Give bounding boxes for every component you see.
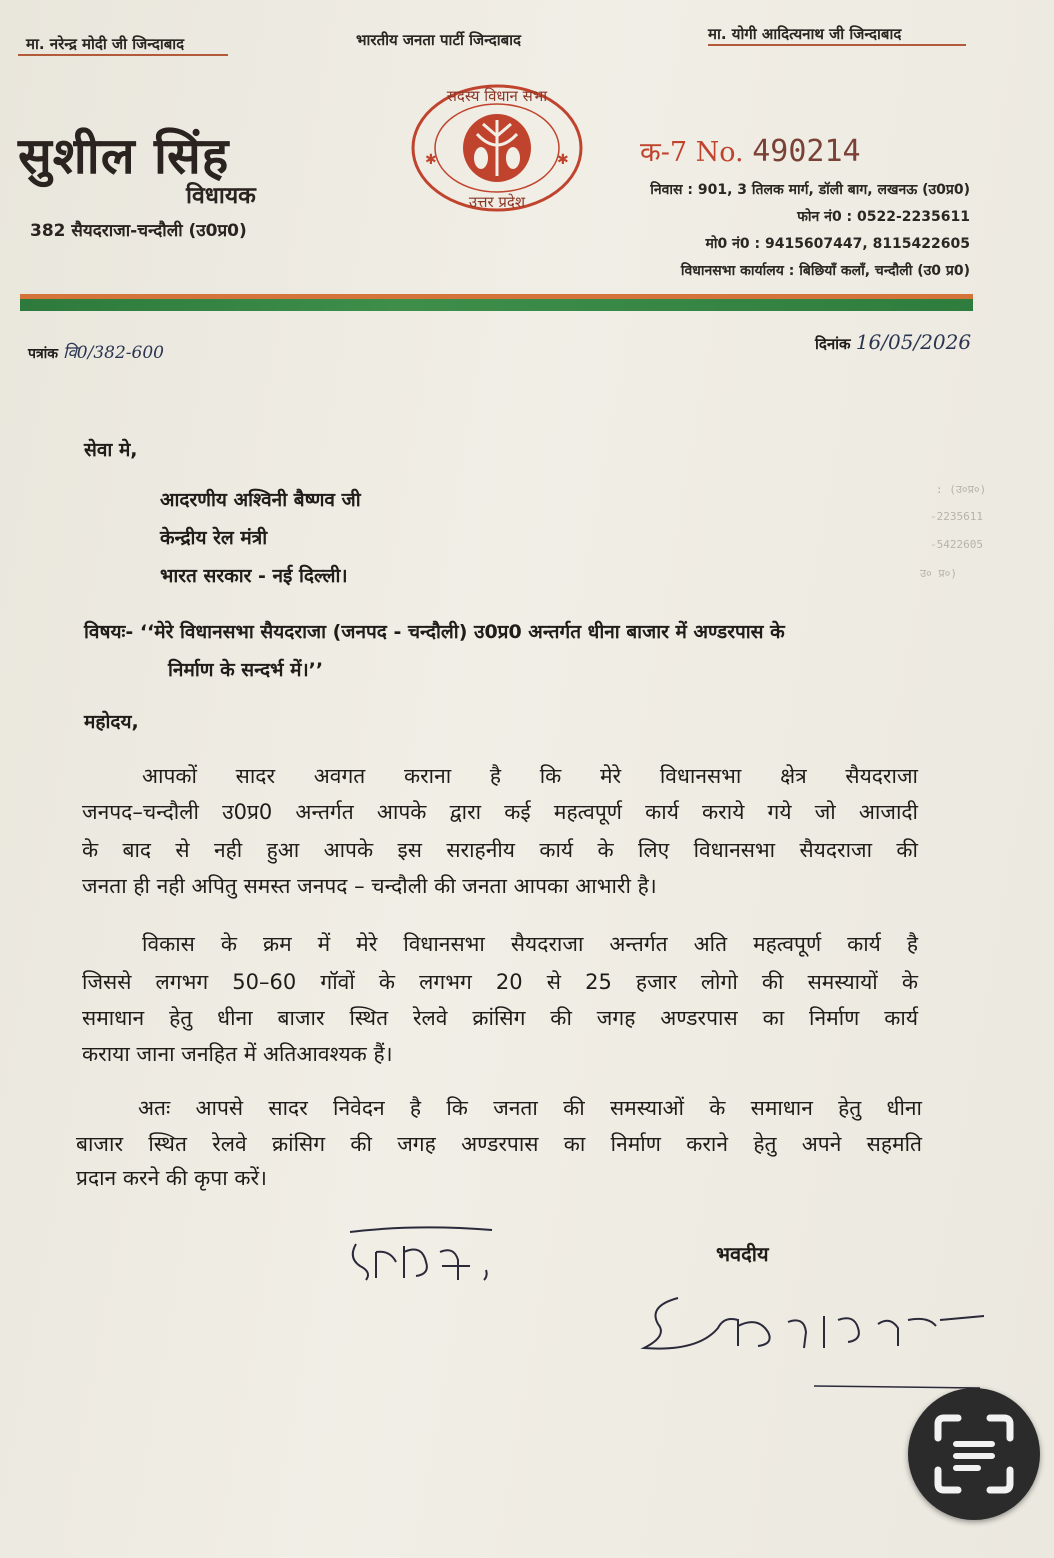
dinank-label: दिनांक xyxy=(815,335,851,353)
subject-line-2: निर्माण के सन्दर्भ में।’’ xyxy=(168,659,324,681)
paragraph-3-line: बाजार स्थित रेलवे क्रांसिग की जगह अण्डरपास का निर्माण कराने हेतु अपने सहमति xyxy=(76,1132,922,1156)
text-scan-icon xyxy=(908,1388,1040,1520)
contact-residence: निवास : 901, 3 तिलक मार्ग, डॉली बाग, लखनऊ (उ0प्र0) xyxy=(650,182,970,198)
paragraph-3-line: प्रदान करने की कृपा करें। xyxy=(76,1166,268,1190)
dinank-value: 16/05/2026 xyxy=(855,330,972,354)
handwritten-sadar-remark xyxy=(346,1222,506,1288)
slogan-left: मा. नरेन्द्र मोदी जी जिन्दाबाद xyxy=(26,35,185,53)
slogan-center: भारतीय जनता पार्टी जिन्दाबाद xyxy=(356,31,522,49)
bleed-through-mark: -5422605 xyxy=(930,538,983,551)
ref-number: 490214 xyxy=(752,134,861,169)
dinank xyxy=(815,330,971,354)
reference-number xyxy=(640,132,861,169)
patrank-value: वि0/382-600 xyxy=(62,343,164,363)
bleed-through-mark: उ० प्र०) xyxy=(920,567,957,580)
paragraph-2-line: विकास के क्रम में मेरे विधानसभा सैयदराजा अन्तर्गत अति महत्वपूर्ण कार्य है xyxy=(142,932,918,956)
mla-constituency: 382 सैयदराजा-चन्दौली (उ0प्र0) xyxy=(30,221,247,241)
paragraph-1-line: जनता ही नही अपितु समस्त जनपद – चन्दौली की जनता आपका आभारी है। xyxy=(82,874,657,898)
svg-text:✱: ✱ xyxy=(425,152,437,168)
paragraph-2-line: जिससे लगभग 50–60 गॉवों के लगभग 20 से 25 हजार लोगो की समस्यायों के xyxy=(82,970,918,994)
patrank xyxy=(28,340,164,363)
slogan-underline xyxy=(708,44,966,46)
signature xyxy=(628,1276,1008,1396)
contact-mobile: मो0 नं0 : 9415607447, 8115422605 xyxy=(705,236,970,252)
paragraph-1-line: आपकों सादर अवगत कराना है कि मेरे विधानसभा क्षेत्र सैयदराजा xyxy=(142,764,918,788)
header-rule-green xyxy=(20,299,973,311)
mla-designation: विधायक xyxy=(186,183,256,209)
paragraph-2-line: कराया जाना जनहित में अतिआवश्यक हैं। xyxy=(82,1042,393,1066)
bleed-through-mark: -2235611 xyxy=(930,510,983,523)
paragraph-2-line: समाधान हेतु धीना बाजार स्थित रेलवे क्रांसिग की जगह अण्डरपास का निर्माण कार्य xyxy=(82,1006,918,1030)
patrank-label: पत्रांक xyxy=(28,346,59,362)
recipient-title: केन्द्रीय रेल मंत्री xyxy=(160,527,268,549)
recipient-office: भारत सरकार - नई दिल्ली। xyxy=(160,565,348,587)
salutation: सेवा मे, xyxy=(84,439,138,461)
seal-bottom-text: उत्तर प्रदेश xyxy=(468,193,526,211)
slogan-right: मा. योगी आदित्यनाथ जी जिन्दाबाद xyxy=(708,25,902,43)
scan-text-button[interactable] xyxy=(908,1388,1040,1520)
subject-line-1: विषयः- ‘‘मेरे विधानसभा सैयदराजा (जनपद - चन्दौली) उ0प्र0 अन्तर्गत धीना बाजार में अण्डरपास के xyxy=(84,621,785,643)
seal-top-text: सदस्य विधान सभा xyxy=(446,87,548,105)
paragraph-1-line: के बाद से नही हुआ आपके इस सराहनीय कार्य के लिए विधानसभा सैयदराजा की xyxy=(82,838,918,862)
paragraph-3-line: अतः आपसे सादर निवेदन है कि जनता की समस्याओं के समाधान हेतु धीना xyxy=(138,1096,922,1120)
greeting: महोदय, xyxy=(84,711,139,733)
svg-text:✱: ✱ xyxy=(557,152,569,168)
recipient-name: आदरणीय अश्विनी बैष्णव जी xyxy=(160,489,361,511)
up-assembly-seal-icon xyxy=(411,84,583,212)
paragraph-1-line: जनपद–चन्दौली उ0प्र0 अन्तर्गत आपके द्वारा कई महत्वपूर्ण कार्य कराये गये जो आजादी xyxy=(82,800,918,824)
ref-prefix: क-7 No. xyxy=(640,137,744,168)
slogan-underline xyxy=(18,54,228,56)
bleed-through-mark: : (उ०प्र०) xyxy=(936,483,987,496)
contact-office: विधानसभा कार्यालय : बिछियाँ कलाँ, चन्दौली (उ0 प्र0) xyxy=(680,263,970,279)
mla-name: सुशील सिंह xyxy=(18,127,230,185)
contact-phone: फोन नं0 : 0522-2235611 xyxy=(797,209,970,225)
closing-bhavdiya: भवदीय xyxy=(716,1242,769,1266)
